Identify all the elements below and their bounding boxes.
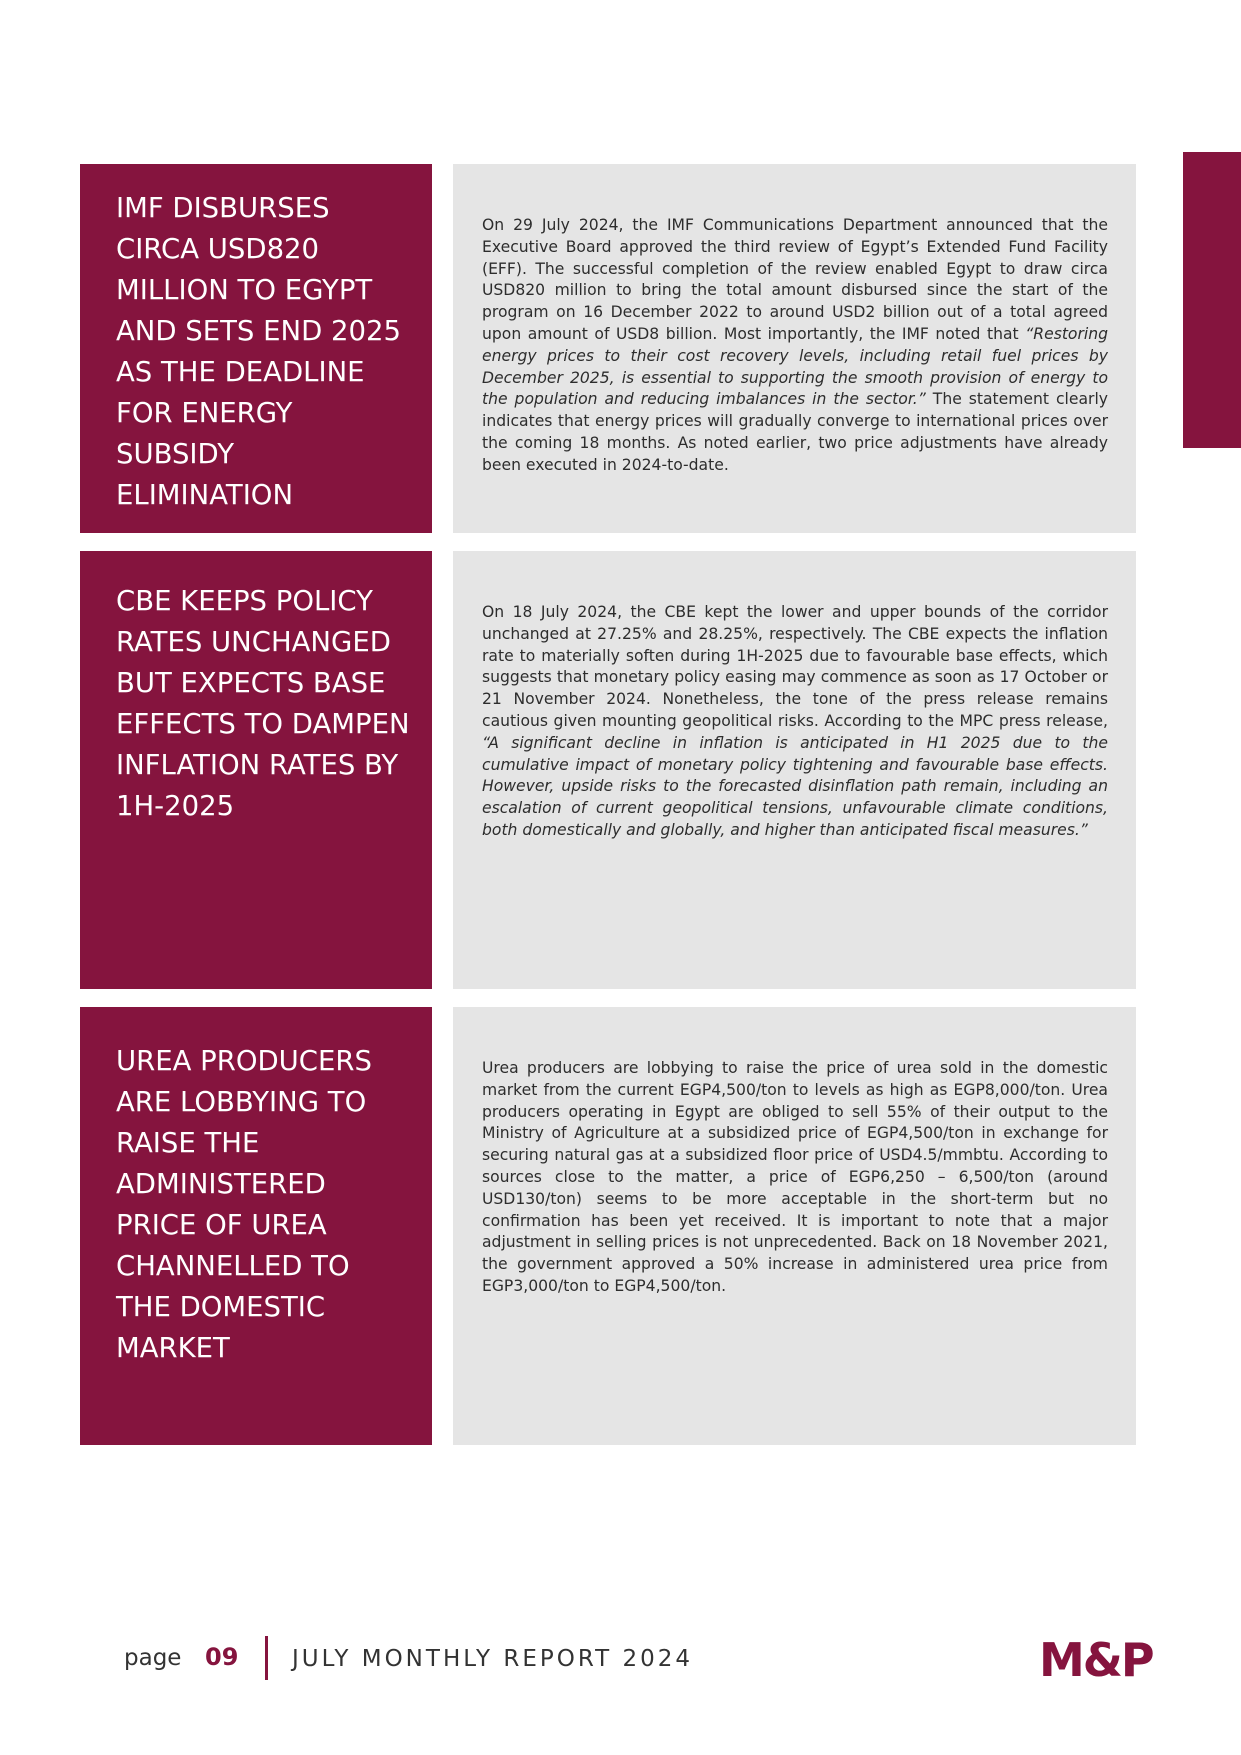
- section-2-headline: CBE KEEPS POLICY RATES UNCHANGED BUT EXPECTS BASE EFFECTS TO DAMPEN INFLATION RATES BY 1H-2025: [80, 551, 432, 989]
- section-2-body: [453, 551, 1136, 989]
- section-1-quote: “Restoring energy prices to their cost recovery levels, including retail fuel prices by December 2025, is essential to supporting the smooth provision of energy to the population and reducing imbalances in the sector.”: [482, 324, 1108, 409]
- section-3-body-text: Urea producers are lobbying to raise the price of urea sold in the domestic market from the current EGP4,500/ton to levels as high as EGP8,000/ton. Urea producers operating in Egypt are obliged to sell 55% of their output to the Ministry of Agriculture at a subsidized price of EGP4,500/ton in exchange for securing natural gas at a subsidized floor price of USD4.5/mmbtu. According to sources close to the matter, a price of EGP6,250 – 6,500/ton (around USD130/ton) seems to be more acceptable in the short-term but no confirmation has been yet received. It is important to note that a major adjustment in selling prices is not unprecedented. Back on 18 November 2021, the government approved a 50% increase in administered urea price from EGP3,000/ton to EGP4,500/ton.: [482, 1059, 1108, 1295]
- company-logo: M&P: [1039, 1633, 1153, 1687]
- section-1-headline: IMF DISBURSES CIRCA USD820 MILLION TO EGYPT AND SETS END 2025 AS THE DEADLINE FOR ENERGY SUBSIDY ELIMINATION: [80, 164, 432, 533]
- page-label: page: [124, 1645, 182, 1671]
- section-2-body-text: On 18 July 2024, the CBE kept the lower and upper bounds of the corridor unchanged at 27.25% and 28.25%, respectively. The CBE expects the inflation rate to materially soften during 1H-2025 due to favourable base effects, which suggests that monetary policy easing may commence as soon as 17 October or 21 November 2024. Nonetheless, the tone of the press release remains cautious given mounting geopolitical risks. According to the MPC press release,: [482, 603, 1108, 730]
- section-3-body: [453, 1007, 1136, 1445]
- section-1-body-text: On 29 July 2024, the IMF Communications Department announced that the Executive Board approved the third review of Egypt’s Extended Fund Facility (EFF). The successful completion of the review enabled Egypt to draw circa USD820 million to bring the total amount disbursed since the start of the program on 16 December 2022 to around USD2 billion out of a total agreed upon amount of USD8 billion. Most importantly, the IMF noted that: [482, 216, 1108, 343]
- section-1-body: [453, 164, 1136, 533]
- section-1-body-text-end: The statement clearly indicates that energy prices will gradually converge to international prices over the coming 18 months. As noted earlier, two price adjustments have already been executed in 2024-to-date.: [482, 390, 1109, 474]
- page-footer: [0, 1632, 1241, 1687]
- side-accent-tab: [1183, 152, 1241, 448]
- section-3-headline: UREA PRODUCERS ARE LOBBYING TO RAISE THE ADMINISTERED PRICE OF UREA CHANNELLED TO THE DOMESTIC MARKET: [80, 1007, 432, 1445]
- footer-divider: [265, 1636, 268, 1680]
- section-2-quote: “A significant decline in inflation is anticipated in H1 2025 due to the cumulative impact of monetary policy tightening and favourable base effects. However, upside risks to the forecasted disinflation path remain, including an escalation of current geopolitical tensions, unfavourable climate conditions, both domestically and globally, and higher than anticipated fiscal measures.”: [482, 733, 1108, 839]
- page-number: 09: [205, 1643, 239, 1671]
- report-title: JULY MONTHLY REPORT 2024: [292, 1646, 694, 1672]
